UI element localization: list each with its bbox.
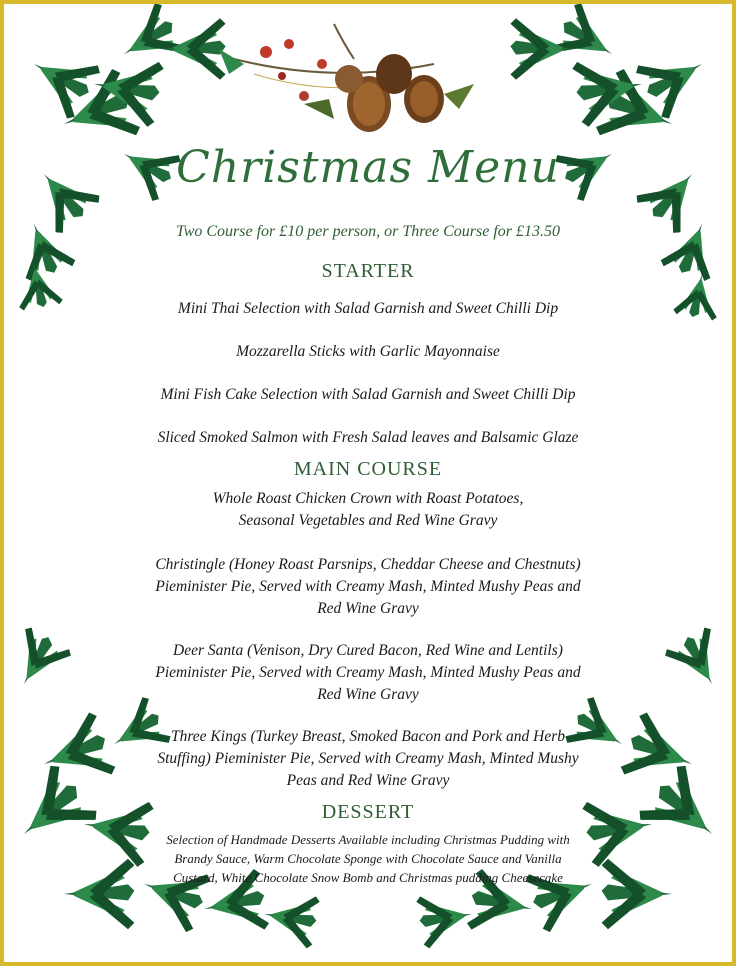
starter-item: Mozzarella Sticks with Garlic Mayonnaise [236,343,500,360]
section-heading-starter: STARTER [321,260,415,282]
starter-item: Sliced Smoked Salmon with Fresh Salad leaves and Balsamic Glaze [157,429,579,446]
section-heading-dessert: DESSERT [321,801,415,823]
main-course-item-line: Deer Santa (Venison, Dry Cured Bacon, Red Wine and Lentils) [173,642,563,659]
main-course-item-line: Pieminister Pie, Served with Creamy Mash, Minted Mushy Peas and [155,664,581,681]
starter-item: Mini Fish Cake Selection with Salad Garnish and Sweet Chilli Dip [160,386,576,403]
main-course-item [4,726,732,792]
starter-item: Mini Thai Selection with Salad Garnish and Sweet Chilli Dip [177,300,559,317]
menu-title: Christmas Menu [176,142,560,193]
berry-icon [260,46,272,58]
pinecone-garland [219,24,474,132]
berry-icon [299,91,309,101]
main-course-item-line: Three Kings (Turkey Breast, Smoked Bacon and Pork and Herb [170,728,566,745]
main-course-item [4,554,732,620]
main-course-item-line: Christingle (Honey Roast Parsnips, Cheddar Cheese and Chestnuts) [155,556,581,573]
dessert-item [4,830,732,887]
main-course-item-line: Pieminister Pie, Served with Creamy Mash, Minted Mushy Peas and [155,578,581,595]
main-course-item-line: Peas and Red Wine Gravy [286,772,450,789]
pinecone-icon [376,54,412,94]
berry-icon [317,59,327,69]
dessert-item-line: Custard, White Chocolate Snow Bomb and Christmas pudding Cheesecake [173,870,563,885]
berry-icon [278,72,286,80]
main-course-item-line: Red Wine Gravy [317,686,419,703]
main-course-item [4,640,732,706]
pricing-line: Two Course for £10 per person, or Three Course for £13.50 [175,223,561,240]
berry-icon [284,39,294,49]
main-course-item-line: Stuffing) Pieminister Pie, Served with Creamy Mash, Minted Mushy [157,750,579,767]
section-heading-main-course: MAIN COURSE [293,458,443,480]
main-course-item-line: Seasonal Vegetables and Red Wine Gravy [238,512,498,529]
main-course-item [4,488,732,532]
dessert-item-line: Brandy Sauce, Warm Chocolate Sponge with Chocolate Sauce and Vanilla [174,851,562,866]
dessert-item-line: Selection of Handmade Desserts Available including Christmas Pudding with [166,832,570,847]
menu-page [4,4,732,962]
main-course-item-line: Red Wine Gravy [317,600,419,617]
main-course-item-line: Whole Roast Chicken Crown with Roast Potatoes, [212,490,524,507]
